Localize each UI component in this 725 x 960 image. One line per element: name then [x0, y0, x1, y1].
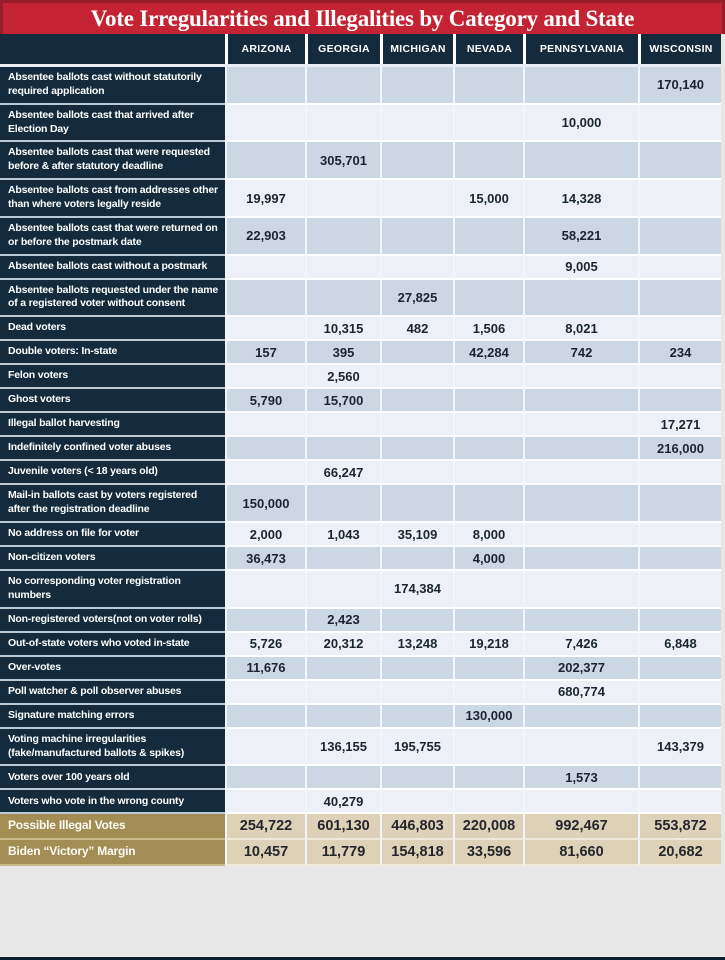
- cell-michigan: 35,109: [380, 523, 453, 547]
- cell-georgia: [305, 547, 380, 571]
- cell-georgia: 305,701: [305, 142, 380, 180]
- cell-georgia: [305, 437, 380, 461]
- cell-wisconsin: [638, 609, 721, 633]
- cell-nevada: [453, 485, 523, 523]
- cell-pennsylvania: [523, 729, 638, 767]
- cell-arizona: 5,726: [225, 633, 305, 657]
- cell-georgia: [305, 705, 380, 729]
- row-label: Voting machine irregularities (fake/manufactured ballots & spikes): [0, 729, 225, 767]
- cell-michigan: [380, 67, 453, 105]
- row-label: Signature matching errors: [0, 705, 225, 729]
- row-label: Dead voters: [0, 317, 225, 341]
- cell-pennsylvania: 14,328: [523, 180, 638, 218]
- cell-wisconsin: [638, 461, 721, 485]
- cell-nevada: 1,506: [453, 317, 523, 341]
- row-label: Absentee ballots cast from addresses other than where voters legally reside: [0, 180, 225, 218]
- cell-michigan: [380, 389, 453, 413]
- cell-wisconsin: [638, 547, 721, 571]
- cell-michigan: 13,248: [380, 633, 453, 657]
- row-label: Out-of-state voters who voted in-state: [0, 633, 225, 657]
- cell-michigan: [380, 681, 453, 705]
- title-banner: [0, 0, 725, 34]
- cell-wisconsin: 20,682: [638, 840, 721, 866]
- cell-nevada: [453, 657, 523, 681]
- row-label: Ghost voters: [0, 389, 225, 413]
- row-label: Biden “Victory” Margin: [0, 840, 225, 866]
- cell-michigan: 446,803: [380, 814, 453, 840]
- cell-nevada: [453, 365, 523, 389]
- cell-pennsylvania: [523, 485, 638, 523]
- cell-pennsylvania: [523, 142, 638, 180]
- table-row: [0, 766, 721, 790]
- row-label: Double voters: In-state: [0, 341, 225, 365]
- cell-michigan: [380, 365, 453, 389]
- cell-nevada: [453, 389, 523, 413]
- cell-pennsylvania: 680,774: [523, 681, 638, 705]
- cell-arizona: 10,457: [225, 840, 305, 866]
- cell-wisconsin: [638, 790, 721, 814]
- header-wisconsin: WISCONSIN: [638, 34, 721, 64]
- cell-wisconsin: 6,848: [638, 633, 721, 657]
- row-label: Mail-in ballots cast by voters registered after the registration deadline: [0, 485, 225, 523]
- cell-pennsylvania: [523, 437, 638, 461]
- cell-wisconsin: [638, 180, 721, 218]
- cell-georgia: 11,779: [305, 840, 380, 866]
- row-label: Voters who vote in the wrong county: [0, 790, 225, 814]
- table-row: [0, 142, 721, 180]
- cell-arizona: [225, 729, 305, 767]
- table-row: [0, 790, 721, 814]
- cell-wisconsin: [638, 256, 721, 280]
- table-row: [0, 571, 721, 609]
- cell-wisconsin: 234: [638, 341, 721, 365]
- cell-michigan: 482: [380, 317, 453, 341]
- cell-pennsylvania: 9,005: [523, 256, 638, 280]
- table-row: [0, 523, 721, 547]
- cell-nevada: [453, 571, 523, 609]
- cell-arizona: [225, 256, 305, 280]
- row-label: Juvenile voters (< 18 years old): [0, 461, 225, 485]
- cell-wisconsin: 216,000: [638, 437, 721, 461]
- cell-michigan: [380, 705, 453, 729]
- cell-arizona: [225, 571, 305, 609]
- table-row: [0, 365, 721, 389]
- header-michigan: MICHIGAN: [380, 34, 453, 64]
- cell-pennsylvania: [523, 547, 638, 571]
- cell-arizona: [225, 317, 305, 341]
- cell-pennsylvania: 7,426: [523, 633, 638, 657]
- table-row: [0, 67, 721, 105]
- cell-pennsylvania: 10,000: [523, 105, 638, 143]
- cell-pennsylvania: 992,467: [523, 814, 638, 840]
- cell-pennsylvania: [523, 790, 638, 814]
- cell-arizona: [225, 413, 305, 437]
- cell-wisconsin: [638, 571, 721, 609]
- cell-pennsylvania: [523, 280, 638, 318]
- cell-nevada: [453, 609, 523, 633]
- cell-nevada: [453, 437, 523, 461]
- cell-nevada: 42,284: [453, 341, 523, 365]
- table-row: [0, 681, 721, 705]
- cell-arizona: [225, 67, 305, 105]
- table-row: [0, 180, 721, 218]
- row-label: Absentee ballots cast that were returned on or before the postmark date: [0, 218, 225, 256]
- table-row: [0, 218, 721, 256]
- cell-arizona: 150,000: [225, 485, 305, 523]
- cell-wisconsin: [638, 657, 721, 681]
- cell-nevada: 15,000: [453, 180, 523, 218]
- cell-wisconsin: 170,140: [638, 67, 721, 105]
- cell-georgia: 136,155: [305, 729, 380, 767]
- row-label: Over-votes: [0, 657, 225, 681]
- cell-wisconsin: [638, 280, 721, 318]
- cell-nevada: [453, 256, 523, 280]
- cell-georgia: [305, 571, 380, 609]
- cell-nevada: [453, 142, 523, 180]
- row-label: Felon voters: [0, 365, 225, 389]
- cell-nevada: 8,000: [453, 523, 523, 547]
- table-row: [0, 280, 721, 318]
- cell-pennsylvania: 202,377: [523, 657, 638, 681]
- table-body: [0, 67, 725, 866]
- cell-michigan: [380, 413, 453, 437]
- cell-arizona: 11,676: [225, 657, 305, 681]
- row-label: Absentee ballots cast that were requested before & after statutory deadline: [0, 142, 225, 180]
- table-row: [0, 105, 721, 143]
- cell-wisconsin: [638, 681, 721, 705]
- cell-nevada: [453, 681, 523, 705]
- cell-arizona: 22,903: [225, 218, 305, 256]
- cell-michigan: [380, 461, 453, 485]
- cell-georgia: 10,315: [305, 317, 380, 341]
- cell-wisconsin: 17,271: [638, 413, 721, 437]
- cell-pennsylvania: [523, 523, 638, 547]
- cell-michigan: [380, 547, 453, 571]
- cell-georgia: [305, 256, 380, 280]
- cell-michigan: [380, 609, 453, 633]
- cell-michigan: 27,825: [380, 280, 453, 318]
- cell-georgia: 395: [305, 341, 380, 365]
- table-row: [0, 317, 721, 341]
- table-row: [0, 657, 721, 681]
- cell-nevada: 130,000: [453, 705, 523, 729]
- cell-michigan: [380, 790, 453, 814]
- cell-nevada: 19,218: [453, 633, 523, 657]
- table-row: [0, 461, 721, 485]
- cell-michigan: [380, 437, 453, 461]
- row-label: No address on file for voter: [0, 523, 225, 547]
- row-label: Poll watcher & poll observer abuses: [0, 681, 225, 705]
- row-label: Voters over 100 years old: [0, 766, 225, 790]
- cell-georgia: 2,423: [305, 609, 380, 633]
- cell-nevada: [453, 218, 523, 256]
- cell-pennsylvania: [523, 571, 638, 609]
- cell-arizona: 5,790: [225, 389, 305, 413]
- summary-row: [0, 840, 721, 866]
- cell-michigan: 154,818: [380, 840, 453, 866]
- header-georgia: GEORGIA: [305, 34, 380, 64]
- cell-michigan: [380, 256, 453, 280]
- header-nevada: NEVADA: [453, 34, 523, 64]
- cell-wisconsin: [638, 317, 721, 341]
- cell-georgia: [305, 766, 380, 790]
- row-label: Absentee ballots requested under the name of a registered voter without consent: [0, 280, 225, 318]
- cell-georgia: [305, 67, 380, 105]
- row-label: Illegal ballot harvesting: [0, 413, 225, 437]
- row-label: Non-registered voters(not on voter rolls): [0, 609, 225, 633]
- cell-arizona: [225, 766, 305, 790]
- cell-arizona: 19,997: [225, 180, 305, 218]
- cell-arizona: [225, 609, 305, 633]
- row-label: Absentee ballots cast without statutorily required application: [0, 67, 225, 105]
- cell-arizona: [225, 105, 305, 143]
- cell-wisconsin: 553,872: [638, 814, 721, 840]
- cell-pennsylvania: [523, 461, 638, 485]
- cell-georgia: [305, 681, 380, 705]
- cell-arizona: [225, 280, 305, 318]
- table-row: [0, 413, 721, 437]
- cell-michigan: [380, 180, 453, 218]
- cell-pennsylvania: 1,573: [523, 766, 638, 790]
- cell-nevada: [453, 280, 523, 318]
- cell-pennsylvania: 81,660: [523, 840, 638, 866]
- cell-arizona: [225, 705, 305, 729]
- cell-georgia: 66,247: [305, 461, 380, 485]
- table-row: [0, 437, 721, 461]
- cell-georgia: 15,700: [305, 389, 380, 413]
- cell-michigan: [380, 657, 453, 681]
- cell-arizona: [225, 461, 305, 485]
- page-title: Vote Irregularities and Illegalities by Category and State: [90, 5, 635, 31]
- cell-michigan: [380, 218, 453, 256]
- table-row: [0, 609, 721, 633]
- table-row: [0, 341, 721, 365]
- row-label: Absentee ballots cast without a postmark: [0, 256, 225, 280]
- cell-arizona: [225, 790, 305, 814]
- cell-nevada: [453, 766, 523, 790]
- header-pennsylvania: PENNSYLVANIA: [523, 34, 638, 64]
- cell-nevada: [453, 413, 523, 437]
- cell-nevada: [453, 67, 523, 105]
- cell-nevada: 4,000: [453, 547, 523, 571]
- cell-georgia: 20,312: [305, 633, 380, 657]
- cell-pennsylvania: 8,021: [523, 317, 638, 341]
- cell-arizona: 157: [225, 341, 305, 365]
- cell-georgia: [305, 485, 380, 523]
- table-row: [0, 389, 721, 413]
- row-label: Non-citizen voters: [0, 547, 225, 571]
- cell-arizona: 254,722: [225, 814, 305, 840]
- cell-georgia: [305, 280, 380, 318]
- cell-wisconsin: [638, 389, 721, 413]
- cell-pennsylvania: [523, 413, 638, 437]
- cell-wisconsin: 143,379: [638, 729, 721, 767]
- table-row: [0, 705, 721, 729]
- table-row: [0, 485, 721, 523]
- cell-nevada: [453, 729, 523, 767]
- cell-georgia: 40,279: [305, 790, 380, 814]
- cell-pennsylvania: [523, 67, 638, 105]
- cell-michigan: [380, 485, 453, 523]
- row-label: Possible Illegal Votes: [0, 814, 225, 840]
- cell-pennsylvania: [523, 365, 638, 389]
- header-category-spacer: [0, 34, 225, 64]
- cell-michigan: [380, 142, 453, 180]
- cell-arizona: [225, 437, 305, 461]
- cell-nevada: 220,008: [453, 814, 523, 840]
- cell-arizona: 2,000: [225, 523, 305, 547]
- row-label: No corresponding voter registration numbers: [0, 571, 225, 609]
- cell-pennsylvania: [523, 609, 638, 633]
- cell-pennsylvania: 58,221: [523, 218, 638, 256]
- cell-arizona: 36,473: [225, 547, 305, 571]
- cell-michigan: [380, 766, 453, 790]
- table-row: [0, 547, 721, 571]
- cell-wisconsin: [638, 365, 721, 389]
- cell-michigan: 195,755: [380, 729, 453, 767]
- cell-nevada: [453, 461, 523, 485]
- cell-arizona: [225, 365, 305, 389]
- cell-wisconsin: [638, 523, 721, 547]
- cell-arizona: [225, 142, 305, 180]
- cell-nevada: [453, 790, 523, 814]
- cell-georgia: [305, 657, 380, 681]
- cell-wisconsin: [638, 485, 721, 523]
- cell-nevada: 33,596: [453, 840, 523, 866]
- cell-georgia: 1,043: [305, 523, 380, 547]
- cell-michigan: [380, 105, 453, 143]
- row-label: Absentee ballots cast that arrived after Election Day: [0, 105, 225, 143]
- header-arizona: ARIZONA: [225, 34, 305, 64]
- cell-georgia: [305, 218, 380, 256]
- cell-pennsylvania: [523, 389, 638, 413]
- cell-wisconsin: [638, 705, 721, 729]
- table-header: [0, 34, 721, 67]
- cell-michigan: 174,384: [380, 571, 453, 609]
- cell-georgia: [305, 180, 380, 218]
- cell-georgia: [305, 105, 380, 143]
- cell-georgia: 601,130: [305, 814, 380, 840]
- cell-georgia: [305, 413, 380, 437]
- cell-georgia: 2,560: [305, 365, 380, 389]
- cell-nevada: [453, 105, 523, 143]
- cell-arizona: [225, 681, 305, 705]
- cell-wisconsin: [638, 218, 721, 256]
- summary-row: [0, 814, 721, 840]
- cell-wisconsin: [638, 105, 721, 143]
- table-row: [0, 633, 721, 657]
- cell-michigan: [380, 341, 453, 365]
- row-label: Indefinitely confined voter abuses: [0, 437, 225, 461]
- cell-wisconsin: [638, 766, 721, 790]
- cell-pennsylvania: 742: [523, 341, 638, 365]
- table-row: [0, 256, 721, 280]
- table-row: [0, 729, 721, 767]
- cell-pennsylvania: [523, 705, 638, 729]
- cell-wisconsin: [638, 142, 721, 180]
